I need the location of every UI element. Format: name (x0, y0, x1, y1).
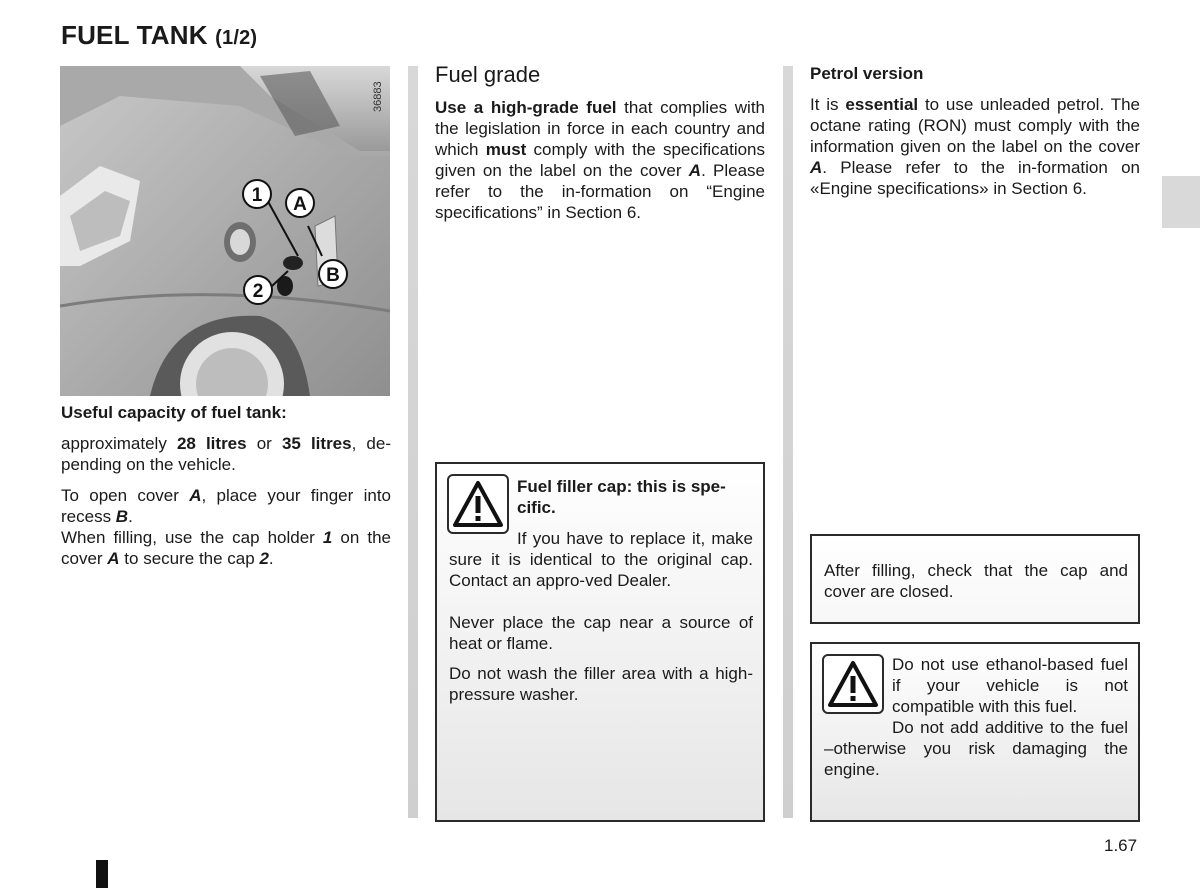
fuel-grade-paragraph (435, 97, 765, 223)
page-title-suffix: (1/2) (215, 27, 258, 49)
capacity-mid: or (246, 434, 282, 453)
open-pre: To open cover (61, 486, 190, 505)
open-ref-a: A (189, 486, 202, 505)
callout-2-label: 2 (252, 281, 264, 302)
fill-post: . (268, 549, 274, 568)
fuel-grade-heading: Fuel grade (435, 62, 541, 87)
filler-cap-warning-p2: Never place the cap near a source of heat or flame. (449, 613, 753, 653)
callout-2 (244, 276, 272, 304)
fuel-grade-text-3: . Please refer to the in-formation on “Engine specifications” in Section 6. (435, 161, 765, 222)
filler-cap-warning-box (435, 462, 765, 822)
callout-a-label: A (293, 194, 307, 215)
ethanol-warning-p2: Do not add additive to the fuel –otherwise you risk damaging the engine. (824, 718, 1128, 779)
callout-b (319, 260, 347, 288)
fill-ref-a: A (107, 549, 120, 568)
fill-ref-2: 2 (259, 549, 269, 568)
callout-1 (243, 180, 271, 208)
after-filling-note: After filling, check that the cap and cover are closed. (824, 561, 1128, 601)
callout-1-label: 1 (251, 185, 263, 206)
fuel-grade-ref-a: A (688, 161, 702, 180)
filler-cap-warning-title: Fuel filler cap: this is spe-cific. (517, 477, 726, 517)
fuel-grade-text-2: comply with the specifications given on the label on the cover (435, 140, 766, 180)
page-title (61, 20, 257, 51)
petrol-version-paragraph (810, 94, 1140, 199)
print-corner-mark (96, 860, 108, 888)
callout-a (286, 189, 314, 217)
fuel-tank-illustration (60, 66, 390, 396)
chapter-side-tab (1162, 176, 1200, 228)
capacity-value-1: 28 litres (176, 434, 247, 453)
capacity-heading: Useful capacity of fuel tank: (61, 403, 287, 422)
page-title-text: FUEL TANK (61, 20, 208, 50)
open-cover-paragraph (61, 485, 391, 569)
fill-ref-1: 1 (322, 528, 333, 547)
capacity-paragraph (61, 433, 391, 475)
fuel-grade-text-1: that complies with the legislation in force in each country and which (435, 98, 765, 159)
petrol-text-1: to use unleaded petrol. The octane rating (RON) must comply with the information given on the label on the cover (810, 95, 1140, 156)
petrol-pre: It is (810, 95, 846, 114)
ethanol-warning-box (810, 642, 1140, 822)
page-number: 1.67 (1104, 836, 1138, 855)
warning-triangle-icon (822, 654, 884, 714)
capacity-post: , de-pending on the vehicle. (61, 434, 391, 474)
filler-cap-warning-p3: Do not wash the filler area with a high-pressure washer. (449, 664, 753, 704)
warning-triangle-icon (447, 474, 509, 534)
petrol-bold: essential (845, 95, 919, 114)
fuel-grade-bold-1: Use a high-grade fuel (435, 98, 617, 117)
petrol-ref-a: A (810, 158, 823, 177)
capacity-pre: approximately (61, 434, 177, 453)
fill-mid2: to secure the cap (119, 549, 260, 568)
column-divider-right (783, 66, 793, 818)
fill-mid: on the cover (61, 528, 391, 568)
ethanol-warning-p1: Do not use ethanol-based fuel if your vehicle is not compatible with this fuel. (892, 655, 1128, 716)
petrol-version-heading: Petrol version (810, 64, 924, 83)
fill-pre: When filling, use the cap holder (61, 528, 323, 547)
open-ref-b: B (115, 507, 129, 526)
illustration-ref-code: 36883 (372, 81, 384, 112)
callout-b-label: B (326, 265, 340, 286)
filler-cap-warning-p1: If you have to replace it, make sure it is identical to the original cap. Contact an appro-ved Dealer. (449, 529, 753, 590)
column-divider-left (408, 66, 418, 818)
fuel-grade-bold-2: must (485, 140, 527, 159)
open-mid: , place your finger into recess (61, 486, 391, 526)
after-filling-note-box (810, 534, 1140, 624)
capacity-value-2: 35 litres (281, 434, 352, 453)
petrol-text-2: . Please refer to the in-formation on «Engine specifications» in Section 6. (810, 158, 1140, 198)
open-post: . (128, 507, 133, 526)
